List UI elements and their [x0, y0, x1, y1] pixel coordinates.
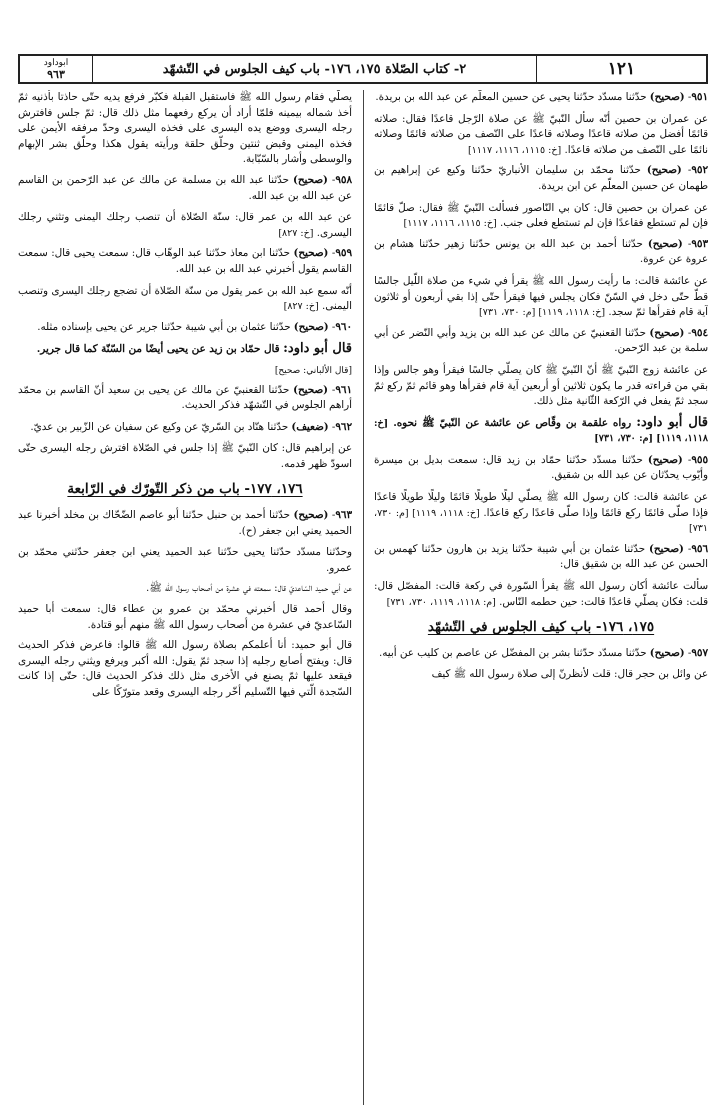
hadith-entry: ٩٦٣- (صحيح) حدّثنا أحمد بن حنبل حدّثنا أبو عاصم الضّحّاك بن مخلد أخبرنا عبد الحميد يعني ابن جعفر (ح). — [18, 509, 352, 537]
hadith-isnad: حدّثنا مسدّد حدّثنا بشر بن المفضّل عن عاصم بن كليب عن أبيه. — [378, 646, 647, 659]
hadith-number: ٩٥٩ — [335, 247, 352, 260]
hadith-isnad: حدّثنا ابن معاذ حدّثنا عبد الوهّاب قال: سمعت يحيى قال: سمعت القاسم يقول أخبرني عبد الله بن عبد الله. — [18, 247, 352, 275]
hadith-isnad: حدّثنا أحمد بن عبد الله بن يونس حدّثنا زهير حدّثنا هشام بن عروة عن عروة. — [374, 237, 708, 266]
note-label: قال أبو داود: — [283, 341, 352, 357]
hadith-text — [18, 210, 352, 241]
abu-dawud-note — [18, 341, 352, 358]
hadith-entry: ٩٦٠- (صحيح) حدّثنا عثمان بن أبي شيبة حدّثنا جرير عن يحيى بإسناده مثله. — [37, 320, 352, 333]
hadith-grade: (صحيح) — [293, 247, 329, 260]
note-label: قال أبو داود: — [636, 414, 708, 430]
hadith-text — [374, 363, 708, 410]
hadith-number: ٩٥١ — [691, 91, 708, 103]
hadith-grade: (صحيح) — [649, 542, 684, 555]
hadith-isnad: حدّثنا مسدّد حدّثنا يحيى عن حسين المعلّم عن عبد الله بن بريدة. — [375, 91, 647, 103]
hadith-grade: (صحيح) — [293, 383, 329, 396]
paragraph-text: وحدّثنا مسدّد حدّثنا يحيى حدّثنا عبد الحميد يعني ابن جعفر حدّثني محمّد بن عمرو. — [18, 546, 352, 574]
cross-reference: [خ: ١١١٨، ١١١٩] [م: ٧٣٠، ٧٣١] — [374, 417, 708, 445]
hadith-entry: ٩٥٢- (صحيح) حدّثنا محمّد بن سليمان الأنباريّ حدّثنا وكيع عن إبراهيم بن طهمان عن حسين المعلّم عن ابن بريدة. — [374, 164, 708, 192]
paragraph-text: عن عائشة قالت: كان رسول الله ﷺ يصلّي ليلًا طويلًا قائمًا وليلًا طويلًا قاعدًا فإذا صلّى قائمًا ركع قائمًا وإذا صلّى قاعدًا ركع قاعدًا. — [374, 491, 708, 519]
hadith-isnad: حدّثنا مسدّد حدّثنا حمّاد بن زيد قال: سمعت بديل بن ميسرة وأيّوب يحدّثان عن عبد الله بن شقيق. — [374, 453, 708, 482]
albani-grading: [قال الألباني: صحيح] — [274, 365, 352, 376]
hadith-number: ٩٥٣ — [691, 237, 708, 250]
page-number: ١٢١ — [536, 56, 706, 82]
paragraph-text: قال أبو حميد: أنا أعلمكم بصلاة رسول الله ﷺ قالوا: فاعرض فذكر الحديث قال: ويفتح أصابع رجليه إذا سجد ثمّ يقول: الله أكبر ويرفع ويثني رجله اليسرى فيقعد عليها ثمّ يصنع في الأخرى مثل ذلك فذكر الحديث قال: حتّى إذا كانت السّجدة الّتي فيها التّسليم أخّر رجله اليسرى وقعد متورّكًا على — [18, 639, 352, 698]
hadith-grade: (صحيح) — [293, 509, 329, 522]
right-column — [374, 90, 708, 1105]
paragraph-text: عن وائل بن حجر قال: قلت لأنظرنّ إلى صلاة رسول الله ﷺ كيف — [431, 668, 708, 681]
hadith-text — [374, 667, 708, 683]
hadith-number: ٩٦٣ — [335, 509, 352, 522]
cross-reference: [خ: ٨٢٧] — [278, 227, 314, 239]
hadith-text — [18, 545, 352, 576]
hadith-isnad: حدّثنا القعنبيّ عن مالك عن عبد الله بن يزيد وأبي النّضر عن أبي سلمة بن عبد الرّحمن. — [374, 326, 708, 355]
book-reference — [20, 56, 92, 82]
hadith-text — [18, 284, 352, 315]
hadith-grade: (صحيح) — [293, 320, 329, 333]
page-body — [18, 90, 708, 1105]
paragraph-text: أنّه سمع عبد الله بن عمر يقول من سنّة الصّلاة أن تضجع رجلك اليسرى وتنصب اليمنى. — [18, 284, 352, 313]
paragraph-text: عن عمران بن حصين أنّه سأل النّبيّ ﷺ عن صلاة الرّجل قاعدًا فقال: صلاته قائمًا أفضل من صلاته قاعدًا وصلاته قاعدًا على النّصف من صلاته قائمًا وصلاته نائمًا على النّصف من صلاته قاعدًا. — [374, 112, 708, 156]
hadith-text — [18, 90, 352, 168]
hadith-isnad: حدّثنا هنّاد بن السّريّ عن وكيع عن سفيان عن الزّبير بن عديّ. — [30, 420, 289, 433]
hadith-grade: (صحيح) — [649, 91, 685, 103]
hadith-grade: (صحيح) — [292, 173, 328, 186]
paragraph-text: عن عائشة زوج النّبيّ ﷺ أنّ النّبيّ ﷺ كان يصلّي جالسًا فيقرأ وهو جالس وإذا بقي من قراءته قدر ما يكون ثلاثين أو أربعين آية قام فقرأها وهو قائم ثمّ ركع ثمّ سجد ثمّ يفعل في الرّكعة الثّانية مثل ذلك. — [374, 363, 708, 408]
hadith-number: ٩٥٤ — [691, 326, 708, 339]
cross-reference: [م: ١١١٨، ١١١٩، ٧٣٠، ٧٣١] — [386, 596, 496, 608]
book-reference-number: ٩٦٣ — [47, 68, 65, 81]
chapter-heading: ١٧٦، ١٧٧- باب من ذكر التّورّك في الرّابعة — [67, 481, 303, 498]
hadith-text — [18, 581, 352, 597]
hadith-text — [374, 201, 708, 232]
hadith-entry: ٩٥٧- (صحيح) حدّثنا مسدّد حدّثنا بشر بن المفضّل عن عاصم بن كليب عن أبيه. — [378, 646, 708, 659]
hadith-number: ٩٦٢ — [335, 420, 352, 433]
paragraph-text: سألت عائشة أكان رسول الله ﷺ يقرأ السّورة في ركعة قالت: المفصّل قال: قلت: فكان يصلّي قاعدًا قالت: حين حطمه النّاس. — [374, 580, 708, 608]
hadith-isnad: حدّثنا محمّد بن سليمان الأنباريّ حدّثنا وكيع عن إبراهيم بن طهمان عن حسين المعلّم عن ابن بريدة. — [374, 164, 708, 192]
hadith-number: ٩٥٧ — [691, 646, 708, 659]
hadith-isnad: حدّثنا القعنبيّ عن مالك عن يحيى بن سعيد أنّ القاسم بن محمّد أراهم الجلوس في التّشهّد فذكر الحديث. — [18, 383, 352, 412]
hadith-text — [374, 112, 708, 159]
cross-reference: [خ: ١١١٥، ١١١٦، ١١١٧] — [467, 144, 562, 156]
hadith-number: ٩٦٠ — [335, 320, 352, 333]
page-running-title: ٢- كتاب الصّلاة ١٧٥، ١٧٦- باب كيف الجلوس في التّشهّد — [92, 56, 536, 82]
paragraph-text: عن إبراهيم قال: كان النّبيّ ﷺ إذا جلس في الصّلاة افترش رجله اليسرى حتّى اسودّ ظهر قدمه. — [18, 442, 352, 470]
hadith-entry: ٩٥٥- (صحيح) حدّثنا مسدّد حدّثنا حمّاد بن زيد قال: سمعت بديل بن ميسرة وأيّوب يحدّثان عن عبد الله بن شقيق. — [374, 453, 708, 482]
hadith-entry: ٩٥٩- (صحيح) حدّثنا ابن معاذ حدّثنا عبد الوهّاب قال: سمعت يحيى قال: سمعت القاسم يقول أخبرني عبد الله بن عبد الله. — [18, 247, 352, 275]
cross-reference: [خ: ٨٢٧] — [283, 301, 319, 313]
hadith-text — [18, 602, 352, 633]
hadith-isnad: حدّثنا أحمد بن حنبل حدّثنا أبو عاصم الضّحّاك بن مخلد أخبرنا عبد الحميد يعني ابن جعفر (ح). — [18, 509, 352, 537]
hadith-text — [18, 441, 352, 472]
hadith-grade: (صحيح) — [649, 646, 685, 659]
note-text: رواه علقمة بن وقّاص عن عائشة عن النّبيّ ﷺ نحوه. — [393, 416, 632, 429]
note-text: قال حمّاد بن زيد عن يحيى أيضًا من السّنّة كما قال جرير. — [36, 343, 280, 356]
abu-dawud-note — [374, 415, 708, 447]
page-header — [18, 54, 708, 84]
hadith-isnad: حدّثنا عبد الله بن مسلمة عن مالك عن عبد الرّحمن بن القاسم عن عبد الله بن عبد الله. — [18, 173, 352, 202]
hadith-grade: (صحيح) — [649, 326, 685, 339]
paragraph-text: عن أبي حميد السّاعديّ قال: سمعته في عشرة من أصحاب رسول الله ﷺ. — [146, 582, 352, 595]
hadith-grade: (صحيح) — [647, 237, 683, 250]
hadith-entry: ٩٥٨- (صحيح) حدّثنا عبد الله بن مسلمة عن مالك عن عبد الرّحمن بن القاسم عن عبد الله بن عبد الله. — [18, 173, 352, 202]
hadith-number: ٩٦١ — [335, 383, 352, 396]
hadith-entry: ٩٥٦- (صحيح) حدّثنا عثمان بن أبي شيبة حدّثنا يزيد بن هارون حدّثنا كهمس بن الحسن عن عبد الله بن شقيق قال: — [374, 542, 708, 571]
hadith-text — [18, 638, 352, 700]
hadith-grade: (صحيح) — [647, 453, 683, 466]
hadith-number: ٩٥٦ — [691, 542, 708, 555]
paragraph-text: عن عائشة قالت: ما رأيت رسول الله ﷺ يقرأ في شيء من صلاة اللّيل جالسًا قطّ حتّى دخل في السّنّ فكان يجلس فيها فيقرأ حتّى إذا بقي أربعون أو ثلاثون آية قام فقرأها ثمّ سجد. — [374, 274, 708, 319]
chapter-heading: ١٧٥، ١٧٦- باب كيف الجلوس في التّشهّد — [427, 619, 655, 636]
book-reference-label: ابوداود — [43, 58, 69, 68]
column-divider — [363, 90, 364, 1105]
hadith-entry: ٩٦١- (صحيح) حدّثنا القعنبيّ عن مالك عن يحيى بن سعيد أنّ القاسم بن محمّد أراهم الجلوس في التّشهّد فذكر الحديث. — [18, 383, 352, 412]
hadith-entry: ٩٥٣- (صحيح) حدّثنا أحمد بن عبد الله بن يونس حدّثنا زهير حدّثنا هشام بن عروة عن عروة. — [374, 237, 708, 266]
hadith-number: ٩٥٨ — [335, 173, 352, 186]
paragraph-text: عن عمران بن حصين قال: كان بي النّاصور فسألت النّبيّ ﷺ فقال: صلّ قائمًا فإن لم تستطع فقاعدًا فإن لم تستطع فعلى جنب. — [374, 201, 708, 230]
hadith-text — [374, 274, 708, 321]
hadith-text — [374, 579, 708, 610]
paragraph-text: عن عبد الله بن عمر قال: سنّة الصّلاة أن تنصب رجلك اليمنى وتثني رجلك اليسرى. — [18, 211, 352, 239]
cross-reference: [خ: ١١١٥، ١١١٦، ١١١٧] — [403, 218, 497, 230]
hadith-entry: ٩٦٢- (ضعيف) حدّثنا هنّاد بن السّريّ عن وكيع عن سفيان عن الزّبير بن عديّ. — [30, 420, 352, 433]
paragraph-text: يصلّي فقام رسول الله ﷺ فاستقبل القبلة فكبّر فرفع يديه حتّى حاذتا بأذنيه ثمّ أخذ شماله بيمينه فلمّا أراد أن يركع رفعهما مثل ذلك قال: ثمّ جلس فافترش رجله اليسرى ووضع يده اليسرى على فخذه اليسرى وحدّ مرفقه الأيمن على فخذه اليمنى وقبض ثنتين وحلّق حلقة ورأيته يقول هكذا وحلّق بشر الإبهام والوسطى وأشار بالسّبّابة. — [18, 91, 352, 166]
hadith-number: ٩٥٢ — [691, 164, 708, 177]
cross-reference: [خ: ١١١٨، ١١١٩] [م: ٧٣٠، ٧٣١] — [479, 307, 606, 319]
cross-reference: [خ: ١١١٨، ١١١٩] [م: ٧٣٠، ٧٣١] — [374, 507, 708, 535]
hadith-entry: ٩٥١- (صحيح) حدّثنا مسدّد حدّثنا يحيى عن حسين المعلّم عن عبد الله بن بريدة. — [375, 91, 708, 103]
hadith-isnad: حدّثنا عثمان بن أبي شيبة حدّثنا جرير عن يحيى بإسناده مثله. — [37, 320, 291, 333]
paragraph-text: وقال أحمد قال أخبرني محمّد بن عمرو بن عطاء قال: سمعت أبا حميد السّاعديّ في عشرة من أصحاب رسول الله ﷺ منهم أبو قتادة. — [18, 603, 352, 631]
hadith-text — [374, 490, 708, 537]
hadith-grade: (صحيح) — [646, 164, 682, 177]
hadith-entry: ٩٥٤- (صحيح) حدّثنا القعنبيّ عن مالك عن عبد الله بن يزيد وأبي النّضر عن أبي سلمة بن عبد الرّحمن. — [374, 326, 708, 355]
hadith-grade: (ضعيف) — [291, 420, 329, 433]
left-column — [18, 90, 352, 1105]
hadith-isnad: حدّثنا عثمان بن أبي شيبة حدّثنا يزيد بن هارون حدّثنا كهمس بن الحسن عن عبد الله بن شقيق قال: — [374, 542, 708, 571]
hadith-number: ٩٥٥ — [691, 453, 708, 466]
